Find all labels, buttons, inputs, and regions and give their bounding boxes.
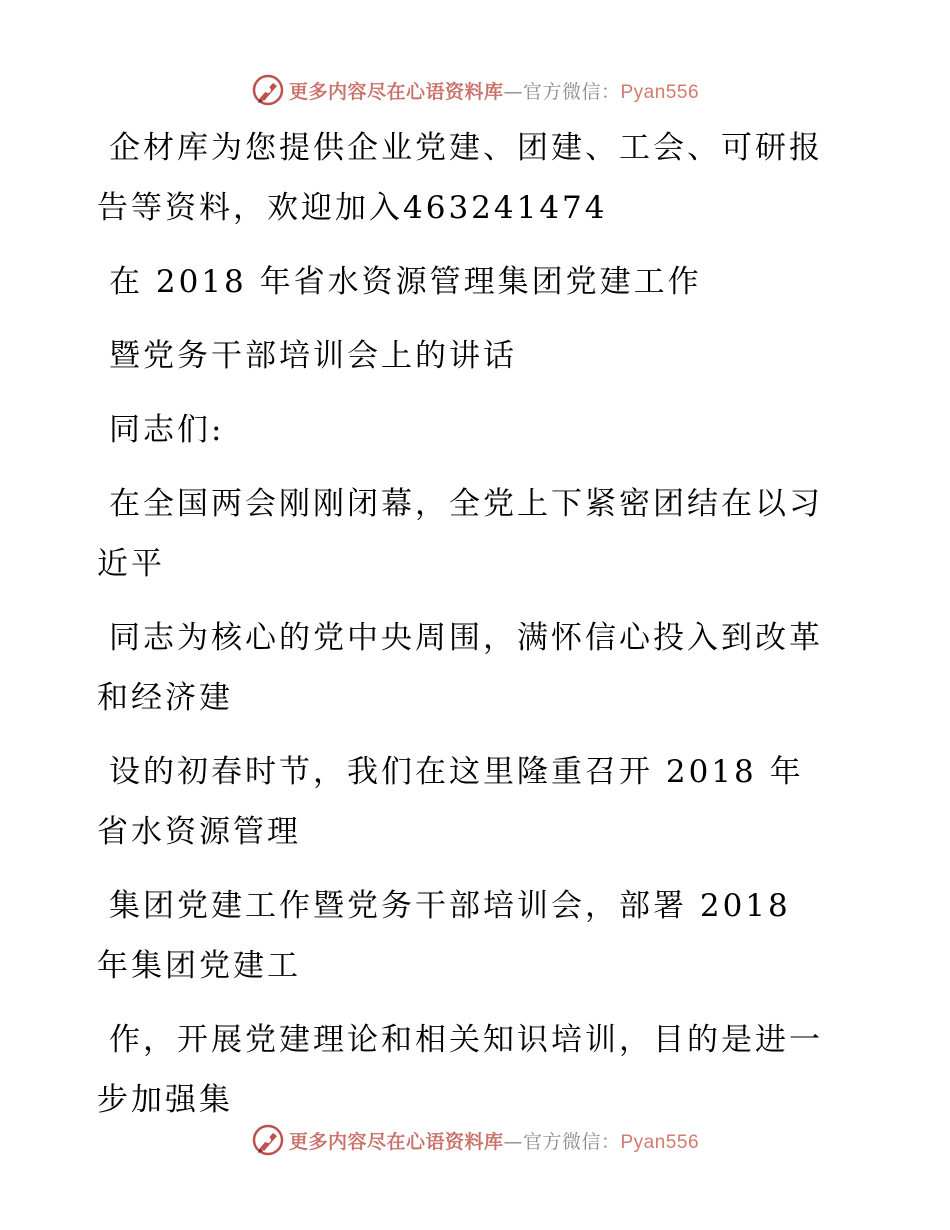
watermark-label: 官方微信：	[522, 1130, 621, 1153]
header-watermark	[0, 70, 950, 110]
promo-paragraph: 企材库为您提供企业党建、团建、工会、可研报告等资料，欢迎加入463241474	[97, 130, 823, 226]
body-paragraph: 同志为核心的党中央周围，满怀信心投入到改革和经济建	[97, 620, 823, 716]
body-paragraph: 集团党建工作暨党务干部培训会，部署 2018 年集团党建工	[97, 888, 791, 984]
watermark-wechat-id: Pyan556	[620, 1131, 700, 1153]
watermark-separator: —	[503, 1130, 523, 1153]
body-paragraph: 作，开展党建理论和相关知识培训，目的是进一步加强集	[97, 1022, 823, 1118]
speech-title-line-2: 暨党务干部培训会上的讲话	[109, 338, 517, 374]
pen-logo-icon	[251, 73, 285, 107]
watermark-separator: —	[503, 80, 523, 103]
pen-logo-icon	[251, 1123, 285, 1157]
watermark-title: 更多内容尽在心语资料库	[288, 1130, 504, 1153]
document-body	[97, 118, 837, 1144]
footer-watermark	[0, 1120, 950, 1160]
body-paragraph: 设的初春时节，我们在这里隆重召开 2018 年省水资源管理	[97, 754, 804, 850]
body-paragraph: 在全国两会刚刚闭幕，全党上下紧密团结在以习近平	[97, 486, 823, 582]
watermark-title: 更多内容尽在心语资料库	[288, 80, 504, 103]
salutation: 同志们:	[109, 412, 225, 448]
watermark-label: 官方微信：	[522, 80, 621, 103]
speech-title-line-1: 在 2018 年省水资源管理集团党建工作	[109, 264, 702, 300]
watermark-wechat-id: Pyan556	[620, 81, 700, 103]
